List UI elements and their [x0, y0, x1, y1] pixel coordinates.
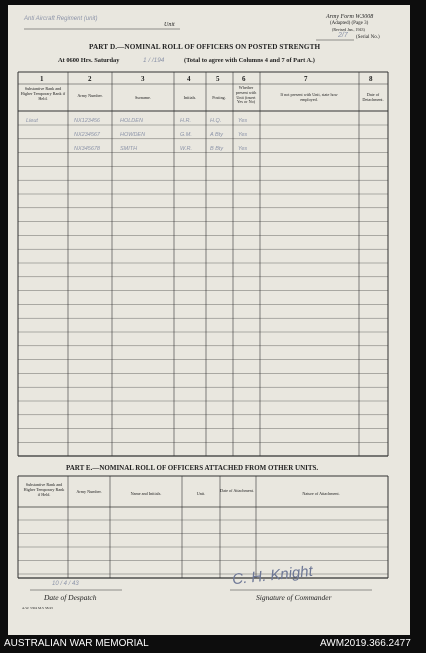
row-1-posting: H.Q.	[210, 118, 222, 124]
part-e-col-header-rank: Substantive Rank and Higher Temporary Rank if Held.	[23, 482, 65, 497]
row-1-initials: H.R.	[180, 118, 191, 124]
row-2-posting: A Bty	[210, 132, 223, 138]
part-e-col-header-unit: Unit.	[196, 491, 206, 496]
col-header-detachment: Date of Detachment.	[362, 92, 384, 102]
row-1-rank: Lieut	[26, 118, 38, 124]
print-code: A.W. 5304 M.S 58/43	[22, 606, 53, 610]
part-d-title: PART D.—NOMINAL ROLL OF OFFICERS ON POSTED STRENGTH	[89, 43, 321, 51]
unit-label: Unit	[164, 22, 175, 28]
row-3-initials: W.R.	[180, 146, 193, 152]
commander-signature: C. H. Knight	[231, 562, 314, 589]
form-name: Army Form W.3008	[326, 14, 374, 20]
col-number-7: 7	[304, 75, 308, 83]
row-2-army-number: NX234567	[74, 132, 100, 138]
despatch-label: Date of Despatch	[44, 593, 97, 602]
row-1-present: Yes	[238, 118, 248, 124]
serial-label: (Serial No.)	[356, 35, 380, 40]
row-3-posting: B Bty	[210, 146, 224, 152]
col-number-1: 1	[40, 75, 44, 83]
commander-label: Signature of Commander	[256, 593, 332, 602]
form-revised: (Revised Jan., 1943)	[332, 27, 365, 32]
col-number-3: 3	[141, 75, 145, 83]
col-number-2: 2	[88, 75, 92, 83]
row-1-army-number: NX123456	[74, 118, 100, 124]
archive-id: AWM2019.366.2477	[320, 638, 411, 649]
serial-handwritten: 2/7	[338, 32, 348, 39]
col-header-posting: Posting.	[212, 95, 226, 100]
col-number-8: 8	[369, 75, 373, 83]
col-number-6: 6	[242, 75, 246, 83]
col-header-employed: If not present with Unit, state how employed.	[280, 92, 338, 102]
row-3-surname: SMITH	[120, 146, 138, 152]
part-e-col-header-date: Date of Attachment.	[220, 488, 254, 493]
col-header-initials: Initials.	[183, 95, 197, 100]
part-d-at-line: At 0600 Hrs. Saturday	[58, 57, 120, 64]
col-header-rank: Substantive Rank and Higher Temporary Rank if Held.	[20, 86, 66, 101]
form-adapted: (Adapted) (Page 3)	[330, 21, 369, 26]
col-header-present: Whether present with Unit (insert Yes or No)	[235, 85, 257, 105]
unit-handwritten: Anti Aircraft Regiment (unit)	[24, 16, 98, 22]
part-e-title: PART E.—NOMINAL ROLL OF OFFICERS ATTACHED FROM OTHER UNITS.	[66, 464, 319, 472]
row-2-present: Yes	[238, 132, 248, 138]
despatch-handwritten: 10 / 4 / 43	[52, 581, 79, 587]
archive-credit: AUSTRALIAN WAR MEMORIAL	[4, 638, 149, 649]
row-3-present: Yes	[238, 146, 248, 152]
row-1-surname: HOLDEN	[120, 118, 143, 124]
row-3-army-number: NX345678	[74, 146, 100, 152]
row-2-initials: G.M.	[180, 132, 192, 138]
part-d-at-line-2: (Total to agree with Columns 4 and 7 of Part A.)	[184, 57, 315, 64]
part-e-col-header-army-number: Army Number.	[76, 489, 102, 494]
col-header-surname: Surname.	[135, 95, 151, 100]
col-header-army-number: Army Number.	[77, 93, 103, 98]
part-e-col-header-name: Name and Initials.	[130, 491, 162, 496]
row-2-surname: HOWDEN	[120, 132, 146, 138]
col-number-5: 5	[216, 75, 220, 83]
col-number-4: 4	[187, 75, 191, 83]
part-e-col-header-nature: Nature of Attachment.	[302, 491, 340, 496]
part-d-date-handwritten: 1 / /194	[143, 57, 165, 64]
